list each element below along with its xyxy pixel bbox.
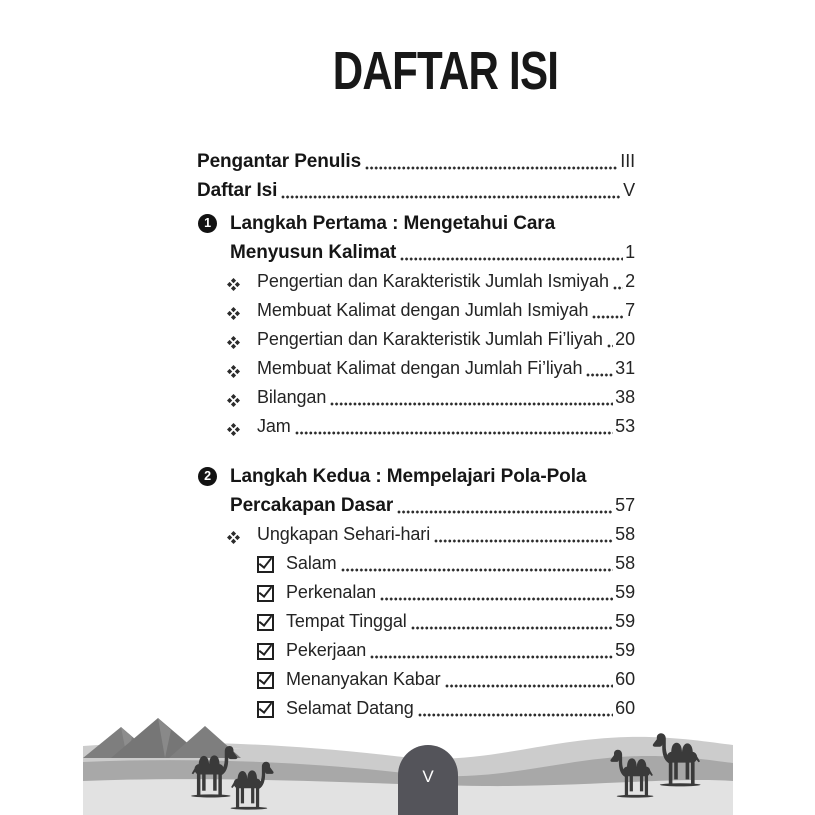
chapter-title-line2-row: [197, 238, 635, 267]
toc-entry-page: 53: [615, 416, 635, 436]
dot-leader: [376, 578, 615, 607]
toc-entry-page: 1: [625, 242, 635, 262]
checkbox-checked-icon: [257, 556, 274, 573]
dot-leader: [366, 636, 615, 665]
dot-leader: [430, 520, 615, 549]
toc-entry-label: Jam: [257, 416, 291, 436]
chapter-title-line1: Langkah Kedua : Mempelajari Pola-Pola: [230, 466, 587, 487]
toc-entry-page: 38: [615, 387, 635, 407]
diamond-bullet-icon: [227, 333, 240, 346]
toc-entry-label: Ungkapan Sehari-hari: [257, 524, 431, 544]
toc-entry-label: Pengantar Penulis: [197, 151, 362, 172]
toc-entry-page: 60: [615, 669, 635, 689]
diamond-bullet-icon: [227, 420, 240, 433]
toc-entry-page: 2: [625, 271, 635, 291]
toc-entry-label: Menanyakan Kabar: [286, 669, 441, 689]
toc-entry-check: [197, 607, 635, 636]
dot-leader: [609, 267, 625, 296]
toc-entry-label: Pengertian dan Karakteristik Jumlah Fi’liyah: [257, 329, 603, 349]
toc-entry-page: 31: [615, 358, 635, 378]
toc-entry-page: 20: [615, 329, 635, 349]
diamond-bullet-icon: [227, 528, 240, 541]
toc-chapter-2: [197, 462, 635, 520]
checkbox-checked-icon: [257, 614, 274, 631]
toc-entry-label: Selamat Datang: [286, 698, 414, 718]
toc-entry-label: Perkenalan: [286, 582, 377, 602]
toc-entry-label: Pekerjaan: [286, 640, 367, 660]
dot-leader: [277, 176, 623, 205]
toc-entry-page: 7: [625, 300, 635, 320]
dot-leader: [337, 549, 616, 578]
chapter-title-line2-row: [197, 491, 635, 520]
toc-entry-check: [197, 549, 635, 578]
dot-leader: [361, 147, 620, 176]
dot-leader: [291, 412, 615, 441]
toc-chapter-1: [197, 209, 635, 267]
toc-entry-page: 59: [615, 640, 635, 660]
toc-entry-sub: [197, 296, 635, 325]
toc-entry-page: 57: [615, 495, 635, 515]
toc-entry-page: 58: [615, 553, 635, 573]
toc-entry-label: Membuat Kalimat dengan Jumlah Fi’liyah: [257, 358, 583, 378]
dot-leader: [582, 354, 615, 383]
toc-entry-page: V: [623, 180, 635, 200]
dot-leader: [407, 607, 616, 636]
page-title: DAFTAR ISI: [332, 41, 559, 101]
toc-entry-check: [197, 578, 635, 607]
checkbox-checked-icon: [257, 585, 274, 602]
toc-entry-label: Membuat Kalimat dengan Jumlah Ismiyah: [257, 300, 589, 320]
dot-leader: [396, 238, 625, 267]
diamond-bullet-icon: [227, 362, 240, 375]
chapter-title-line2: Menyusun Kalimat: [230, 242, 397, 263]
checkbox-checked-icon: [257, 672, 274, 689]
table-of-contents: [197, 147, 635, 723]
toc-entry-label: Daftar Isi: [197, 180, 278, 201]
toc-entry-check: [197, 665, 635, 694]
toc-entry-label: Tempat Tinggal: [286, 611, 407, 631]
toc-entry-page: 59: [615, 611, 635, 631]
dot-leader: [326, 383, 615, 412]
toc-entry-sub: [197, 520, 635, 549]
toc-entry-check: [197, 636, 635, 665]
chapter-title-line1: Langkah Pertama : Mengetahui Cara: [230, 213, 556, 234]
page-number-marker: V: [398, 745, 458, 815]
chapter-title-line2: Percakapan Dasar: [230, 495, 394, 516]
pyramids-illustration: [83, 718, 241, 758]
diamond-bullet-icon: [227, 304, 240, 317]
toc-entry-page: 58: [615, 524, 635, 544]
toc-entry-sub: [197, 383, 635, 412]
toc-entry-sub: [197, 267, 635, 296]
toc-entry-page: 59: [615, 582, 635, 602]
toc-entry-sub: [197, 354, 635, 383]
chapter-number-badge: 2: [198, 467, 217, 486]
dot-leader: [603, 325, 615, 354]
toc-entry-label: Salam: [286, 553, 337, 573]
toc-entry-pengantar-penulis: [197, 147, 635, 176]
diamond-bullet-icon: [227, 275, 240, 288]
dot-leader: [441, 665, 616, 694]
toc-entry-daftar-isi: [197, 176, 635, 205]
checkbox-checked-icon: [257, 643, 274, 660]
toc-entry-page: 60: [615, 698, 635, 718]
toc-entry-label: Bilangan: [257, 387, 327, 407]
dot-leader: [393, 491, 615, 520]
toc-entry-label: Pengertian dan Karakteristik Jumlah Ismiyah: [257, 271, 609, 291]
toc-entry-page: III: [620, 151, 635, 171]
footer-scene: [83, 712, 733, 815]
diamond-bullet-icon: [227, 391, 240, 404]
chapter-number-badge: 1: [198, 214, 217, 233]
toc-entry-sub: [197, 325, 635, 354]
dot-leader: [588, 296, 625, 325]
toc-entry-sub: [197, 412, 635, 441]
